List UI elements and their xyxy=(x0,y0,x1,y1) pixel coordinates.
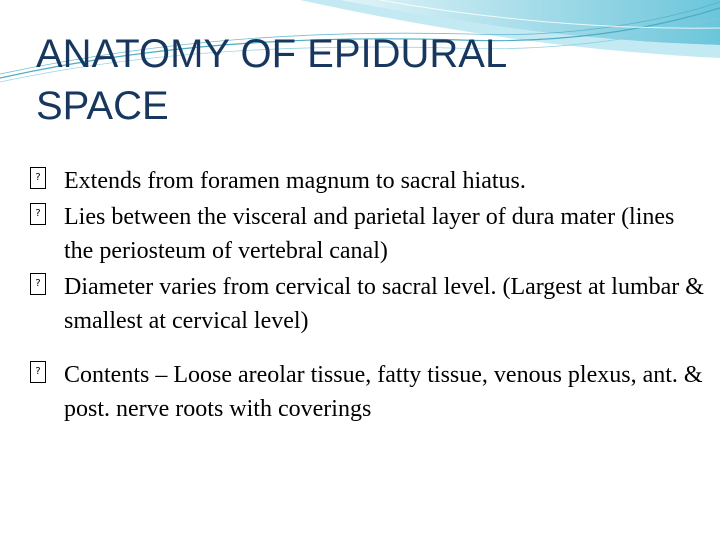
title-line-1: ANATOMY OF EPIDURAL xyxy=(36,32,508,76)
title-line-2: SPACE xyxy=(36,84,169,128)
bullet-item xyxy=(26,200,706,268)
bullet-text: Extends from foramen magnum to sacral hiatus. xyxy=(64,168,526,194)
bullet-text: Contents – Loose areolar tissue, fatty tissue, venous plexus, ant. & post. nerve roots with coverings xyxy=(64,362,703,422)
bullet-text: Lies between the visceral and parietal layer of dura mater (lines the periosteum of vertebral canal) xyxy=(64,204,675,264)
missing-glyph-icon: ? xyxy=(30,361,46,383)
bullet-text: Diameter varies from cervical to sacral level. (Largest at lumbar & smallest at cervical level) xyxy=(64,274,704,334)
slide-title xyxy=(36,28,676,132)
bullet-list xyxy=(26,164,706,428)
bullet-item xyxy=(26,358,706,426)
missing-glyph-icon: ? xyxy=(30,203,46,225)
bullet-item xyxy=(26,164,706,198)
missing-glyph-icon: ? xyxy=(30,167,46,189)
missing-glyph-icon: ? xyxy=(30,273,46,295)
bullet-item xyxy=(26,270,706,338)
